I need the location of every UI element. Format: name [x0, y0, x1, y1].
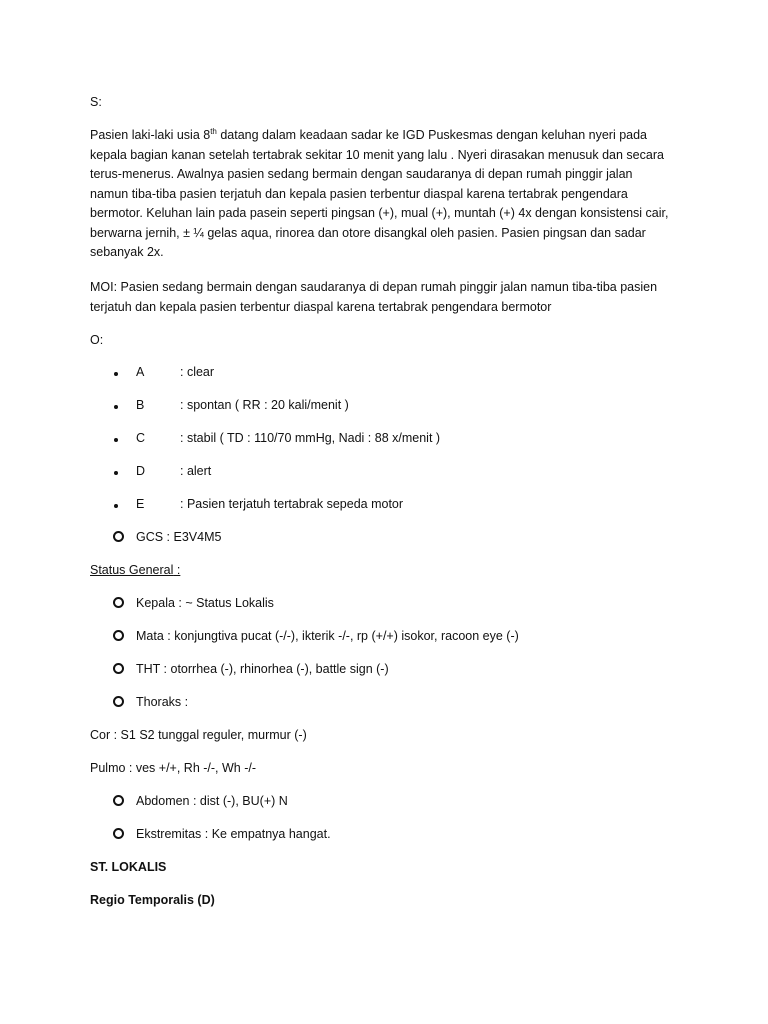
abcde-label-e: E	[136, 497, 145, 511]
abcde-label-d: D	[136, 464, 146, 478]
exam-kepala: Kepala : ~ Status Lokalis	[136, 596, 274, 610]
regio-heading: Regio Temporalis (D)	[90, 893, 215, 907]
gcs-value: GCS : E3V4M5	[136, 530, 222, 544]
s-line-1-post: datang dalam keadaan sadar ke IGD Puskesmas dengan keluhan nyeri pada	[216, 128, 648, 142]
s-line-1	[90, 126, 670, 146]
cor-line: Cor : S1 S2 tunggal reguler, murmur (-)	[90, 728, 307, 742]
bullet-circle	[113, 696, 124, 707]
s-heading: S:	[90, 95, 102, 109]
moi-paragraph	[90, 278, 670, 317]
status-general-label: Status General	[90, 563, 174, 577]
bullet-circle	[113, 663, 124, 674]
status-general-colon: :	[173, 563, 181, 577]
bullet-dot	[114, 438, 118, 442]
s-line-2: kepala bagian kanan setelah tertabrak sekitar 10 menit yang lalu . Nyeri dirasakan menusuk dan secara	[90, 147, 664, 162]
exam-thoraks: Thoraks :	[136, 695, 189, 709]
abcde-value-c: : stabil ( TD : 110/70 mmHg, Nadi : 88 x/menit )	[180, 431, 441, 445]
bullet-circle	[113, 828, 124, 839]
exam-tht: THT : otorrhea (-), rhinorhea (-), battle sign (-)	[136, 662, 389, 676]
status-general-heading	[90, 561, 180, 581]
bullet-circle	[113, 630, 124, 641]
st-lokalis-heading: ST. LOKALIS	[90, 860, 167, 874]
o-heading: O:	[90, 333, 104, 347]
abcde-value-a: : clear	[180, 365, 215, 379]
bullet-circle	[113, 795, 124, 806]
s-line-6: berwarna jernih, ± ¼ gelas aqua, rinorea dan otore disangkal oleh pasien. Pasien pingsan dan sadar	[90, 225, 646, 240]
moi-line-2: terjatuh dan kepala pasien terbentur diaspal karena tertabrak pengendara bermotor	[90, 299, 552, 314]
abcde-value-d: : alert	[180, 464, 212, 478]
abcde-label-b: B	[136, 398, 145, 412]
bullet-circle	[113, 531, 124, 542]
s-line-7: sebanyak 2x.	[90, 245, 164, 259]
abcde-value-b: : spontan ( RR : 20 kali/menit )	[180, 398, 349, 412]
pulmo-line: Pulmo : ves +/+, Rh -/-, Wh -/-	[90, 761, 257, 775]
s-line-3: terus-menerus. Awalnya pasien sedang bermain dengan saudaranya di depan rumah pinggir jalan	[90, 167, 633, 181]
abcde-label-a: A	[136, 365, 145, 379]
ordinal-suffix: th	[210, 126, 217, 136]
bullet-dot	[114, 471, 118, 475]
s-line-1-pre: Pasien laki-laki usia 8	[90, 128, 211, 142]
exam-abdomen: Abdomen : dist (-), BU(+) N	[136, 794, 288, 808]
subjective-paragraph	[90, 126, 670, 263]
moi-line-1: MOI: Pasien sedang bermain dengan saudaranya di depan rumah pinggir jalan namun tiba-tiba pasien	[90, 280, 658, 294]
bullet-dot	[114, 504, 118, 508]
bullet-dot	[114, 372, 118, 376]
exam-mata: Mata : konjungtiva pucat (-/-), ikterik -/-, rp (+/+) isokor, racoon eye (-)	[136, 629, 519, 643]
bullet-circle	[113, 597, 124, 608]
s-line-5: bermotor. Keluhan lain pada pasein seperti pingsan (+), mual (+), muntah (+) 4x dengan konsistensi cair,	[90, 206, 669, 220]
bullet-dot	[114, 405, 118, 409]
abcde-value-e: : Pasien terjatuh tertabrak sepeda motor	[180, 497, 404, 511]
abcde-label-c: C	[136, 431, 146, 445]
s-line-4: namun tiba-tiba pasien terjatuh dan kepala pasien terbentur diaspal karena tertabrak pengendara	[90, 186, 628, 201]
exam-ekstremitas: Ekstremitas : Ke empatnya hangat.	[136, 827, 331, 841]
